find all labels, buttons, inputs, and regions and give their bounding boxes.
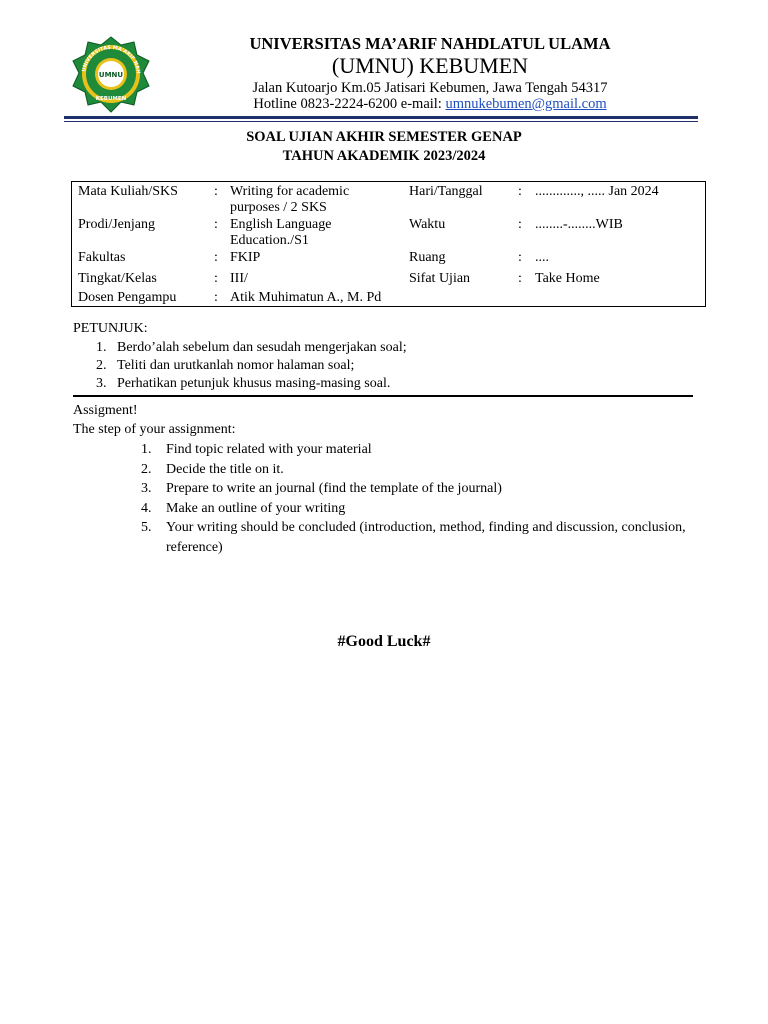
header-divider — [64, 116, 698, 119]
colon: : — [214, 217, 218, 232]
petunjuk-heading: PETUNJUK: — [73, 321, 148, 336]
list-item: 2. Decide the title on it. — [141, 461, 284, 477]
exam-title: SOAL UJIAN AKHIR SEMESTER GENAP — [246, 129, 522, 145]
logo-center-text: UMNU — [98, 71, 124, 79]
assignment-steps — [141, 440, 701, 557]
email-link[interactable]: umnukebumen@gmail.com — [445, 96, 607, 112]
section-divider — [73, 395, 693, 397]
logo-bottom-text: KEBUMEN — [95, 96, 127, 102]
fakultas-value: FKIP — [230, 250, 261, 265]
list-item: 3. Prepare to write an journal (find the template of the journal) — [141, 481, 502, 496]
waktu-value: ........-........WIB — [535, 217, 623, 232]
colon: : — [518, 217, 522, 232]
list-item: 2. Teliti dan urutkanlah nomor halaman soal; — [96, 358, 355, 373]
university-address: Jalan Kutoarjo Km.05 Jatisari Kebumen, Jawa Tengah 54317 — [252, 80, 608, 96]
list-item: 5. Your writing should be concluded (introduction, method, finding and discussion, conclusion, reference) — [141, 520, 686, 555]
exam-year: TAHUN AKADEMIK 2023/2024 — [282, 148, 486, 164]
list-item: 1. Berdo’alah sebelum dan sesudah mengerjakan soal; — [96, 340, 407, 355]
petunjuk-list — [96, 339, 407, 393]
prodi-label: Prodi/Jenjang — [78, 217, 155, 232]
list-item: 4. Make an outline of your writing — [141, 500, 346, 516]
university-abbr: (UMNU) KEBUMEN — [331, 53, 529, 78]
dosen-value: Atik Muhimatun A., M. Pd — [230, 290, 382, 305]
hotline-text: Hotline 0823-2224-6200 e-mail: — [253, 96, 446, 112]
assignment-intro: The step of your assignment: — [73, 422, 236, 437]
colon: : — [214, 250, 218, 265]
hari-label: Hari/Tanggal — [409, 184, 483, 199]
mata-kuliah-label: Mata Kuliah/SKS — [78, 184, 178, 199]
hari-value: ............., ..... Jan 2024 — [535, 184, 659, 199]
fakultas-label: Fakultas — [78, 250, 126, 265]
ruang-value: .... — [535, 250, 549, 265]
sifat-value: Take Home — [535, 271, 600, 286]
university-name: UNIVERSITAS MA’ARIF NAHDLATUL ULAMA — [249, 34, 611, 53]
colon: : — [518, 184, 522, 199]
header-divider-thin — [64, 121, 698, 122]
mata-kuliah-value: Writing for academic purposes / 2 SKS — [230, 184, 350, 215]
colon: : — [518, 271, 522, 286]
assignment-heading: Assigment! — [73, 403, 138, 418]
colon: : — [214, 184, 218, 199]
sifat-label: Sifat Ujian — [409, 271, 471, 286]
svg-text:UNIVERSITAS MA'ARIF NAHDLATUL: UNIVERSITAS MA'ARIF NAH — [81, 44, 142, 74]
list-item: 3. Perhatikan petunjuk khusus masing-masing soal. — [96, 376, 391, 391]
university-seal-icon — [70, 36, 152, 114]
dosen-label: Dosen Pengampu — [78, 290, 177, 305]
list-item: 1. Find topic related with your material — [141, 442, 372, 457]
colon: : — [214, 271, 218, 286]
ruang-label: Ruang — [409, 250, 446, 265]
university-logo — [70, 36, 152, 114]
waktu-label: Waktu — [409, 217, 446, 232]
colon: : — [214, 290, 218, 305]
tingkat-label: Tingkat/Kelas — [78, 271, 157, 286]
prodi-value: English Language Education./S1 — [230, 217, 332, 248]
good-luck-text: #Good Luck# — [337, 633, 431, 650]
colon: : — [518, 250, 522, 265]
hotline-line — [160, 96, 700, 113]
exam-info-box — [71, 181, 706, 307]
tingkat-value: III/ — [230, 271, 248, 286]
